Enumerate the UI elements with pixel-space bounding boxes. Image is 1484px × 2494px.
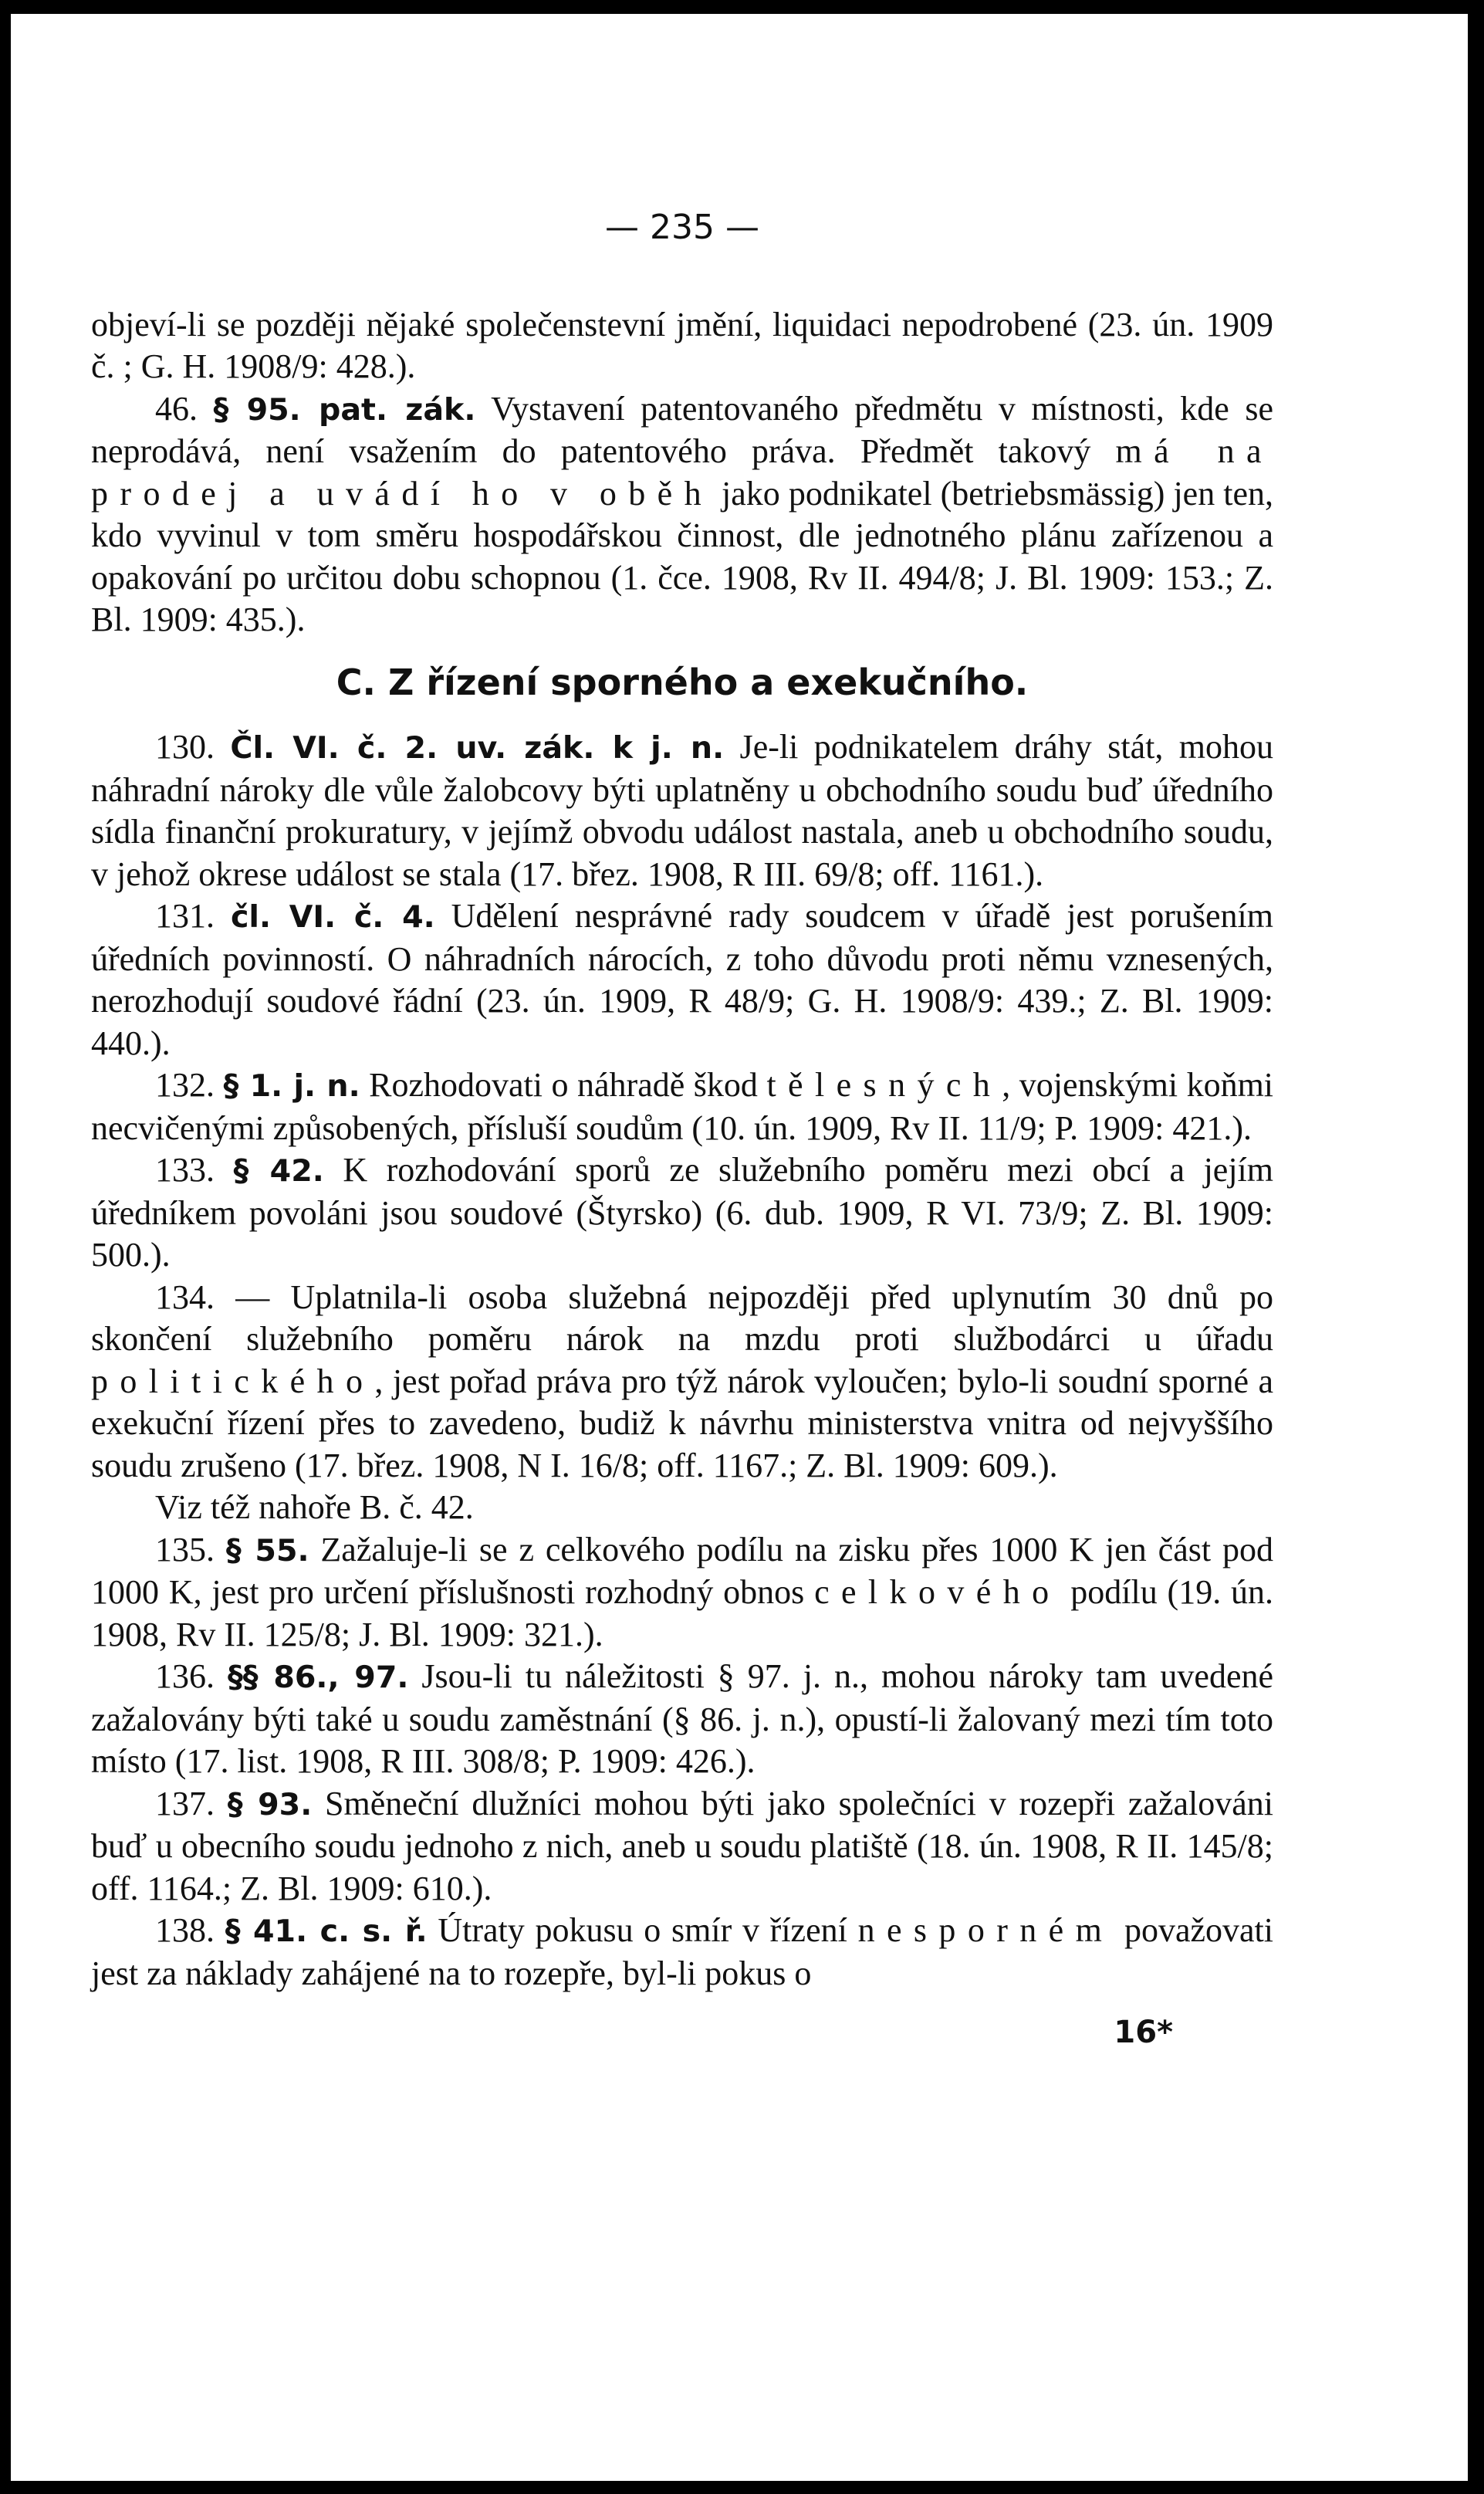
entry-reference: § 55. (225, 1532, 309, 1568)
entry-text: Udělení nesprávné rady soudcem v úřadě jest porušením úředních povinností. O náhradních nárocích, z toho důvodu proti němu vznesených, nerozhodují soudové řádní (23. ún. 1909, R 48/9; G. H. 1908/9: 439.; Z. Bl. 1909: 440.). (91, 897, 1273, 1062)
spaced-emphasis: má na prodej a uvádí ho v oběh (91, 432, 1273, 513)
entry-number: 137. (155, 1784, 228, 1822)
entry-137 (91, 1783, 1273, 1910)
entry-131 (91, 895, 1273, 1064)
paragraph-text: objeví-li se později nějaké společenstevní jmění, liquidaci nepodrobené (23. ún. 1909 č. ; G. H. 1908/9: 428.). (91, 305, 1273, 385)
entry-reference: § 95. pat. zák. (213, 391, 476, 428)
entry-text: Rozhodovati o náhradě škod (360, 1066, 767, 1104)
spaced-emphasis: nesporném (857, 1911, 1114, 1949)
entry-number: 46. (155, 389, 214, 428)
entry-reference: § 1. j. n. (223, 1068, 360, 1104)
see-also-note: Viz též nahoře B. č. 42. (155, 1488, 474, 1526)
entry-text: K rozhodování sporů ze služebního poměru mezi obcí a jejím úředníkem povoláni jsou soudové (Štyrsko) (6. dub. 1909, R VI. 73/9; Z. Bl. 1909: 500.). (91, 1151, 1273, 1274)
entry-46 (91, 388, 1273, 641)
entry-number: 135. (155, 1530, 226, 1568)
entry-135 (91, 1529, 1273, 1656)
entry-134 (91, 1277, 1273, 1487)
spaced-emphasis: politického (91, 1362, 375, 1400)
entry-132 (91, 1064, 1273, 1149)
entry-text: podílu (19. ún. 1908, Rv II. 125/8; J. Bl. 1909: 321.). (91, 1573, 1273, 1653)
entry-text: Jsou-li tu náležitosti § 97. j. n., mohou nároky tam uvedené zažalovány býti také u soudu zaměstnání (§ 86. j. n.), opustí-li žalovaný mezi tím toto místo (17. list. 1908, R III. 308/8; P. 1909: 426.). (91, 1657, 1273, 1780)
entry-reference: § 42. (233, 1153, 324, 1189)
section-heading: C. Z řízení sporného a exekučního. (336, 661, 1029, 703)
entry-text: Je-li podnikatelem dráhy stát, mohou náhradní nároky dle vůle žalobcovy býti uplatněny u obchodního soudu buď úředního sídla finanční prokuratury, v jejímž obvodu událost nastala, aneb u obchodního soudu, v jehož okrese událost se stala (17. břez. 1908, R III. 69/8; off. 1161.). (91, 728, 1274, 893)
entry-reference: §§ 86., 97. (228, 1660, 409, 1695)
entry-number: 138. (155, 1911, 225, 1949)
spaced-emphasis: tělesných (766, 1066, 1002, 1104)
entry-number: 130. (155, 728, 231, 766)
entry-text: považovati jest za náklady zahájené na to rozepře, byl-li pokus o (91, 1911, 1273, 1992)
entry-130 (91, 726, 1273, 895)
entry-text: , vojenskými koňmi necvičenými způsobených, přísluší soudům (10. ún. 1909, Rv II. 11/9; P. 1909: 421.). (91, 1066, 1274, 1147)
entry-text: Vystavení patentovaného předmětu v místnosti, kde se neprodává, není vsažením do patentového práva. Předmět takový (91, 389, 1273, 470)
paragraph-continuation (91, 304, 1273, 388)
entry-reference: § 93. (227, 1786, 313, 1822)
page-content (91, 207, 1273, 2054)
entry-text: — Uplatnila-li osoba služebná nejpozději před uplynutím 30 dnů po skončení služebního poměru nárok na mzdu proti službodárci u úřadu (91, 1277, 1274, 1358)
document-page (11, 14, 1468, 2481)
entry-number: 134. (155, 1277, 236, 1316)
entry-number: 132. (155, 1066, 224, 1104)
entry-reference: § 41. c. s. ř. (225, 1914, 428, 1949)
signature-mark: 16* (1114, 2015, 1173, 2050)
entry-text: Směneční dlužníci mohou býti jako společníci v rozepři zažalováni buď u obecního soudu jednoho z nich, aneb u soudu platiště (18. ún. 1908, R II. 145/8; off. 1164.; Z. Bl. 1909: 610.). (91, 1784, 1273, 1907)
spaced-emphasis: celkového (814, 1573, 1061, 1611)
entry-number: 136. (155, 1657, 228, 1695)
entry-text: Útraty pokusu o smír v řízení (427, 1911, 858, 1949)
entry-138 (91, 1910, 1273, 1995)
entry-text: , jest pořad práva pro týž nárok vyloučen; bylo-li soudní sporné a exekuční řízení přes to zavedeno, budiž k návrhu ministerstva vnitra od nejvyššího soudu zrušeno (17. břez. 1908, N I. 16/8; off. 1167.; Z. Bl. 1909: 609.). (91, 1362, 1273, 1484)
entry-reference: čl. VI. č. 4. (230, 899, 435, 935)
page-number: — 235 — (605, 208, 759, 247)
entry-number: 131. (155, 897, 231, 935)
entry-text: Zažaluje-li se z celkového podílu na zisku přes 1000 K jen část pod 1000 K, jest pro určení příslušnosti rozhodný obnos (91, 1530, 1273, 1611)
entry-133 (91, 1149, 1273, 1277)
entry-text: jako podnikatel (betriebsmässig) jen ten, kdo vyvinul v tom směru hospodářskou činnost, dle jednotného plánu zařízenou a opakování po určitou dobu schopnou (1. čce. 1908, Rv II. 494/8; J. Bl. 1909: 153.; Z. Bl. 1909: 435.). (91, 474, 1273, 638)
entry-number: 133. (155, 1151, 234, 1189)
entry-reference: Čl. VI. č. 2. uv. zák. k j. n. (230, 730, 725, 766)
entry-136 (91, 1656, 1273, 1783)
